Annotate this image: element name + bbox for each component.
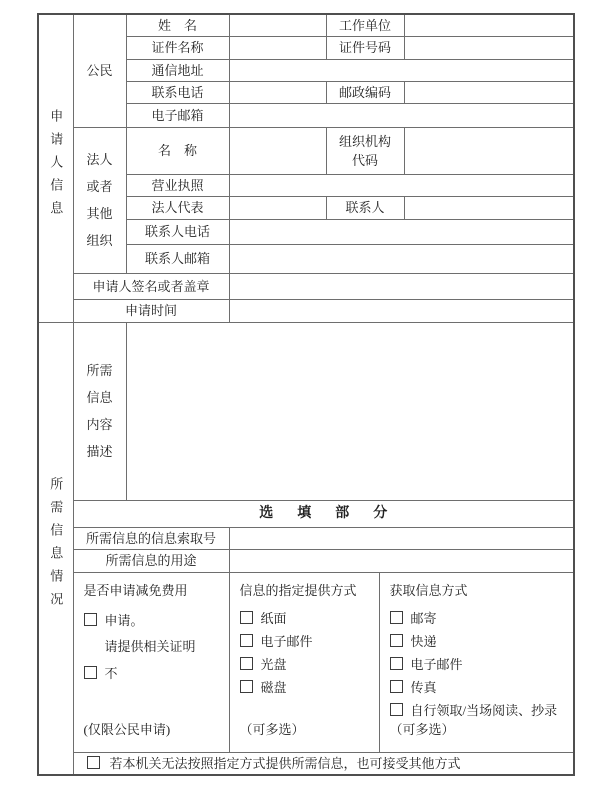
fee-waiver-column xyxy=(73,572,229,752)
phone-input-cell[interactable] xyxy=(229,81,326,103)
work-unit-input-cell[interactable] xyxy=(404,14,574,36)
purpose-input-cell[interactable] xyxy=(229,549,574,572)
fallback-note-label: 若本机关无法按照指定方式提供所需信息，也可接受其他方式 xyxy=(109,755,461,771)
name-input-cell[interactable] xyxy=(229,14,326,36)
purpose-label: 所需信息的用途 xyxy=(73,549,229,572)
legal-rep-label: 法人代表 xyxy=(126,196,229,219)
checkbox-icon[interactable] xyxy=(84,666,97,679)
org-code-label-line1: 组织机构 xyxy=(339,133,392,149)
checkbox-icon[interactable] xyxy=(87,756,100,769)
org-name-input-cell[interactable] xyxy=(229,127,326,174)
request-section-title-cell xyxy=(38,322,73,775)
checkbox-icon[interactable] xyxy=(390,680,403,693)
name-label: 姓 名 xyxy=(126,14,229,36)
fee-waiver-option-no-label: 不 xyxy=(104,665,118,681)
obtain-method-option-pickup[interactable] xyxy=(390,700,570,722)
provide-method-option-paper[interactable] xyxy=(240,608,375,630)
id-number-input-cell[interactable] xyxy=(404,36,574,59)
applicant-section-title: 申请人信息 xyxy=(48,108,64,224)
optional-section-header: 选填部分 xyxy=(73,500,574,527)
content-description-label: 所需信息内容描述 xyxy=(73,322,126,500)
applicant-section-title-cell xyxy=(38,14,73,322)
obtain-method-option-email[interactable] xyxy=(390,654,570,676)
obtain-method-option-express-label: 快递 xyxy=(410,633,437,649)
apply-time-label: 申请时间 xyxy=(73,299,229,322)
id-type-input-cell[interactable] xyxy=(229,36,326,59)
checkbox-icon[interactable] xyxy=(84,613,97,626)
fee-waiver-title: 是否申请减免费用 xyxy=(83,582,188,598)
checkbox-icon[interactable] xyxy=(390,634,403,647)
provide-method-option-disk-label: 磁盘 xyxy=(260,679,287,695)
provide-method-footnote: （可多选） xyxy=(239,721,305,737)
provide-method-title: 信息的指定提供方式 xyxy=(239,582,357,598)
id-number-label: 证件号码 xyxy=(326,36,404,59)
obtain-method-option-mail[interactable] xyxy=(390,608,570,630)
checkbox-icon[interactable] xyxy=(390,657,403,670)
id-type-label: 证件名称 xyxy=(126,36,229,59)
provide-method-option-disk[interactable] xyxy=(240,677,375,699)
signature-input-cell[interactable] xyxy=(229,273,574,299)
fee-waiver-option-apply[interactable] xyxy=(84,608,225,634)
org-code-label-line2: 代码 xyxy=(352,152,379,168)
obtain-method-option-pickup-label: 自行领取/当场阅读、抄录 xyxy=(410,702,558,718)
obtain-method-option-fax-label: 传真 xyxy=(410,679,437,695)
legal-rep-input-cell[interactable] xyxy=(229,196,326,219)
provide-method-option-email[interactable] xyxy=(240,631,375,653)
citizen-group-label: 公民 xyxy=(73,14,126,127)
fee-waiver-footnote: (仅限公民申请) xyxy=(83,721,171,737)
phone-label: 联系电话 xyxy=(126,81,229,103)
obtain-method-column xyxy=(379,572,574,752)
obtain-method-option-fax[interactable] xyxy=(390,677,570,699)
contact-person-label: 联系人 xyxy=(326,196,404,219)
postcode-input-cell[interactable] xyxy=(404,81,574,103)
provide-method-option-paper-label: 纸面 xyxy=(260,610,287,626)
org-code-input-cell[interactable] xyxy=(404,127,574,174)
fee-waiver-option-apply-label: 申请。 xyxy=(104,612,144,628)
index-number-input-cell[interactable] xyxy=(229,527,574,549)
contact-email-label: 联系人邮箱 xyxy=(126,244,229,273)
checkbox-icon[interactable] xyxy=(240,634,253,647)
request-section-title: 所需信息情况 xyxy=(48,477,64,616)
provide-method-option-cd-label: 光盘 xyxy=(260,656,287,672)
obtain-method-option-email-label: 电子邮件 xyxy=(410,656,463,672)
address-label: 通信地址 xyxy=(126,59,229,81)
work-unit-label: 工作单位 xyxy=(326,14,404,36)
obtain-method-option-mail-label: 邮寄 xyxy=(410,610,437,626)
contact-person-input-cell[interactable] xyxy=(404,196,574,219)
email-input-cell[interactable] xyxy=(229,103,574,127)
checkbox-icon[interactable] xyxy=(240,657,253,670)
contact-email-input-cell[interactable] xyxy=(229,244,574,273)
contact-phone-label: 联系人电话 xyxy=(126,219,229,244)
signature-label: 申请人签名或者盖章 xyxy=(73,273,229,299)
provide-method-column xyxy=(229,572,379,752)
content-description-input-cell[interactable] xyxy=(126,322,574,500)
fee-waiver-apply-note: 请提供相关证明 xyxy=(104,638,196,654)
org-name-label: 名 称 xyxy=(126,127,229,174)
contact-phone-input-cell[interactable] xyxy=(229,219,574,244)
provide-method-option-cd[interactable] xyxy=(240,654,375,676)
obtain-method-title: 获取信息方式 xyxy=(389,582,468,598)
checkbox-icon[interactable] xyxy=(240,680,253,693)
fallback-note-row xyxy=(73,752,574,775)
checkbox-icon[interactable] xyxy=(390,703,403,716)
org-code-label xyxy=(326,127,404,174)
obtain-method-option-express[interactable] xyxy=(390,631,570,653)
organization-group-label: 法人或者其他组织 xyxy=(73,127,126,273)
address-input-cell[interactable] xyxy=(229,59,574,81)
checkbox-icon[interactable] xyxy=(390,611,403,624)
application-form-table xyxy=(37,13,575,776)
business-license-input-cell[interactable] xyxy=(229,174,574,196)
business-license-label: 营业执照 xyxy=(126,174,229,196)
fee-waiver-option-no[interactable] xyxy=(84,661,225,687)
apply-time-input-cell[interactable] xyxy=(229,299,574,322)
provide-method-option-email-label: 电子邮件 xyxy=(260,633,313,649)
checkbox-icon[interactable] xyxy=(240,611,253,624)
obtain-method-footnote: （可多选） xyxy=(389,721,455,737)
email-label: 电子邮箱 xyxy=(126,103,229,127)
postcode-label: 邮政编码 xyxy=(326,81,404,103)
index-number-label: 所需信息的信息索取号 xyxy=(73,527,229,549)
